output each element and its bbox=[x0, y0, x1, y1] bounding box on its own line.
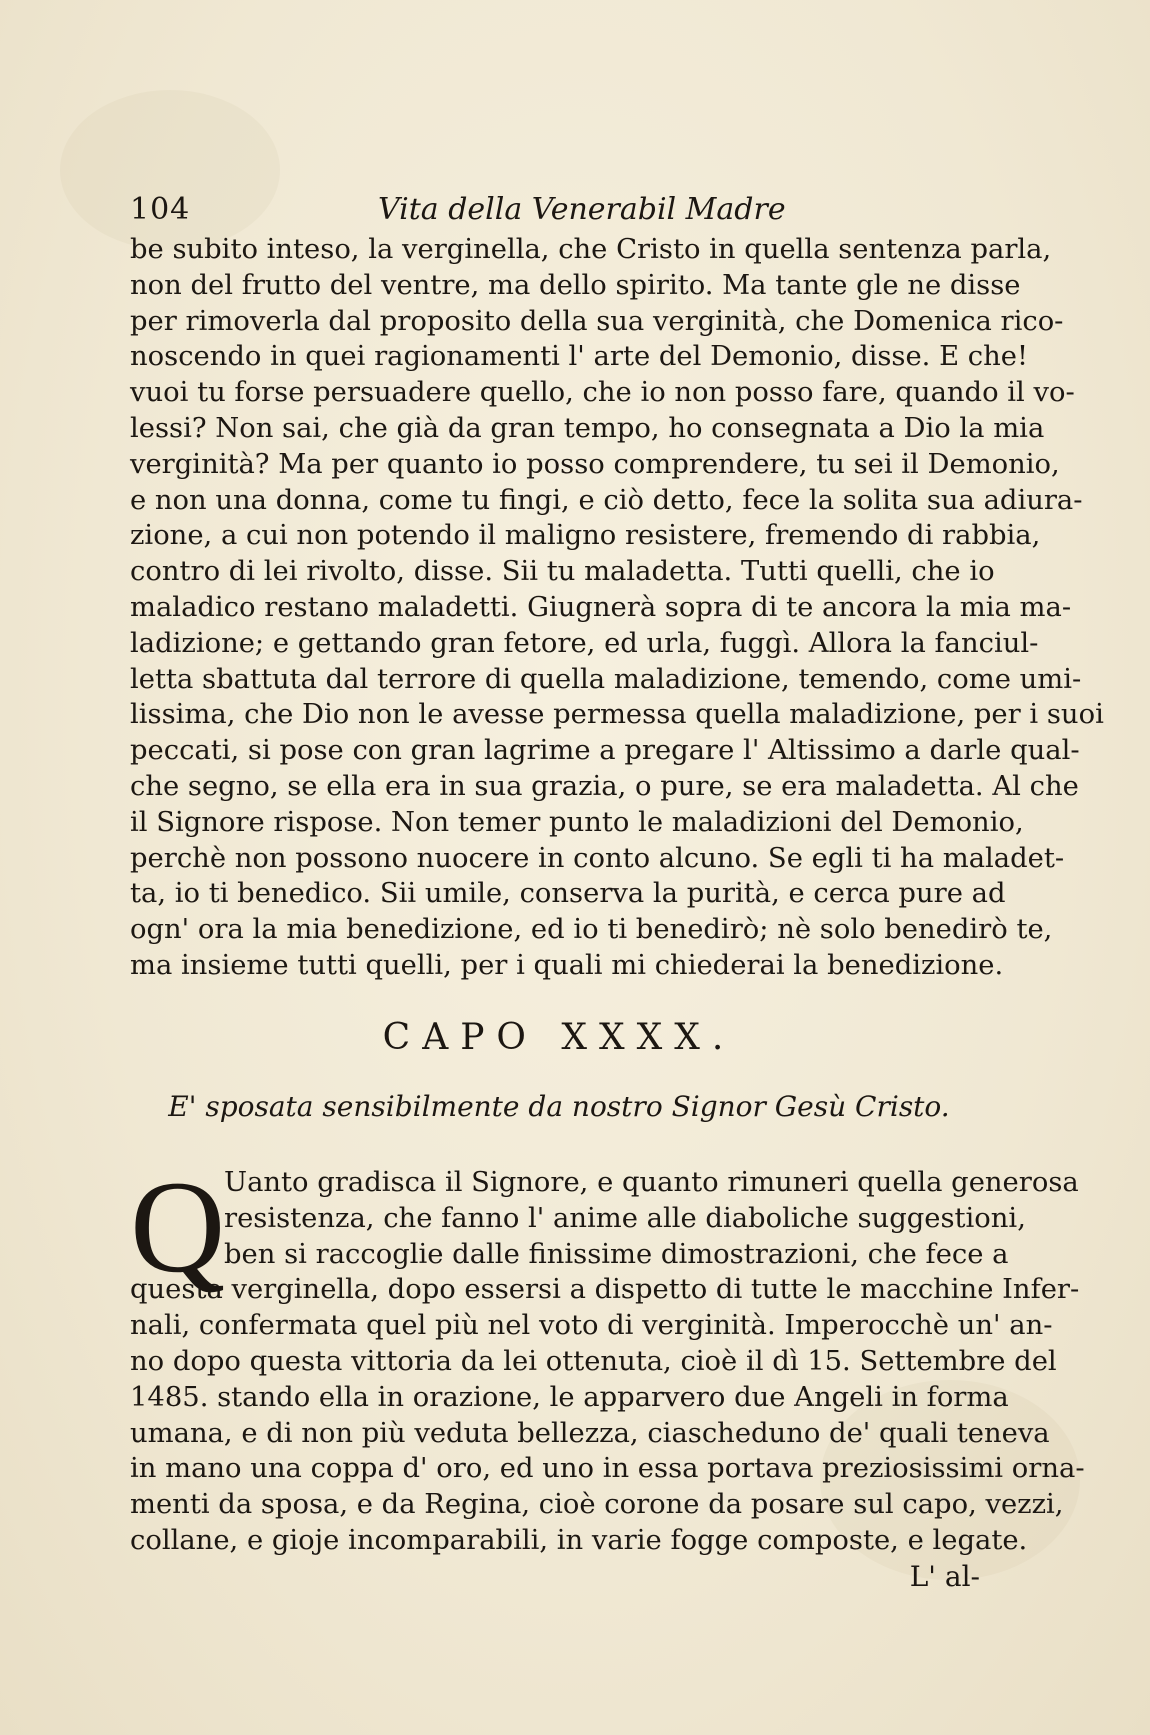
text-line: umana, e di non più veduta bellezza, ciascheduno de' quali teneva bbox=[130, 1417, 1050, 1449]
text-line: ogn' ora la mia benedizione, ed io ti benedirò; nè solo benedirò te, bbox=[130, 914, 1053, 946]
chapter-subtitle: E' sposata sensibilmente da nostro Signor Gesù Cristo. bbox=[168, 1090, 950, 1123]
page-number: 104 bbox=[130, 192, 191, 227]
chapter-title: CAPO XXXX. bbox=[382, 1017, 736, 1058]
text-line: per rimoverla dal proposito della sua verginità, che Domenica rico- bbox=[130, 305, 1064, 337]
text-line: che segno, se ella era in sua grazia, o pure, se era maladetta. Al che bbox=[130, 770, 1079, 802]
text-line: ma insieme tutti quelli, per i quali mi chiederai la benedizione. bbox=[130, 949, 1004, 981]
drop-cap: Q bbox=[130, 1153, 226, 1300]
text-line: ta, io ti benedico. Sii umile, conserva la purità, e cerca pure ad bbox=[130, 878, 1006, 910]
text-line: lissima, che Dio non le avesse permessa quella maladizione, per i suoi bbox=[130, 699, 1104, 731]
paragraph-1 bbox=[130, 232, 1104, 984]
text-line: peccati, si pose con gran lagrime a pregare l' Altissimo a darle qual- bbox=[130, 735, 1080, 767]
text-line: collane, e gioje incomparabili, in varie fogge composte, e legate. bbox=[130, 1524, 1028, 1556]
text-line: 1485. stando ella in orazione, le apparvero due Angeli in forma bbox=[130, 1381, 1009, 1413]
text-line: noscendo in quei ragionamenti l' arte del Demonio, disse. E che! bbox=[130, 341, 1028, 373]
page-header bbox=[130, 192, 990, 232]
text-line: in mano una coppa d' oro, ed uno in essa portava preziosissimi orna- bbox=[130, 1453, 1085, 1485]
text-line: verginità? Ma per quanto io posso comprendere, tu sei il Demonio, bbox=[130, 448, 1060, 480]
text-line: no dopo questa vittoria da lei ottenuta, cioè il dì 15. Settembre del bbox=[130, 1345, 1057, 1377]
text-line: maladico restano maladetti. Giugnerà sopra di te ancora la mia ma- bbox=[130, 591, 1072, 623]
text-line: lessi? Non sai, che già da gran tempo, ho consegnata a Dio la mia bbox=[130, 412, 1045, 444]
text-line: Uanto gradisca il Signore, e quanto rimuneri quella generosa bbox=[224, 1167, 1079, 1198]
text-line: e non una donna, come tu fingi, e ciò detto, fece la solita sua adiura- bbox=[130, 484, 1083, 516]
text-line: perchè non possono nuocere in conto alcuno. Se egli ti ha maladet- bbox=[130, 842, 1065, 874]
text-line: contro di lei rivolto, disse. Sii tu maladetta. Tutti quelli, che io bbox=[130, 556, 995, 588]
text-line: il Signore rispose. Non temer punto le maladizioni del Demonio, bbox=[130, 806, 1024, 838]
text-line: resistenza, che fanno l' anime alle diaboliche suggestioni, bbox=[224, 1202, 1026, 1234]
text-line: non del frutto del ventre, ma dello spirito. Ma tante gle ne disse bbox=[130, 269, 1021, 301]
text-line: zione, a cui non potendo il maligno resistere, fremendo di rabbia, bbox=[130, 520, 1041, 552]
text-line: vuoi tu forse persuadere quello, che io non posso fare, quando il vo- bbox=[130, 377, 1075, 409]
text-line: ladizione; e gettando gran fetore, ed urla, fuggì. Allora la fanciul- bbox=[130, 627, 1039, 659]
text-line: menti da sposa, e da Regina, cioè corone da posare sul capo, vezzi, bbox=[130, 1489, 1064, 1521]
text-line: questa verginella, dopo essersi a dispetto di tutte le macchine Infer- bbox=[130, 1274, 1080, 1306]
text-line: ben si raccoglie dalle finissime dimostrazioni, che fece a bbox=[224, 1238, 1009, 1270]
paragraph-2 bbox=[130, 1153, 1085, 1559]
text-line: be subito inteso, la verginella, che Cristo in quella sentenza parla, bbox=[130, 234, 1052, 265]
catchword: L' al- bbox=[909, 1560, 980, 1593]
text-line: nali, confermata quel più nel voto di verginità. Imperocchè un' an- bbox=[130, 1310, 1053, 1342]
text-line: letta sbattuta dal terrore di quella maladizione, temendo, come umi- bbox=[130, 663, 1082, 695]
running-head: Vita della Venerabil Madre bbox=[378, 192, 786, 227]
